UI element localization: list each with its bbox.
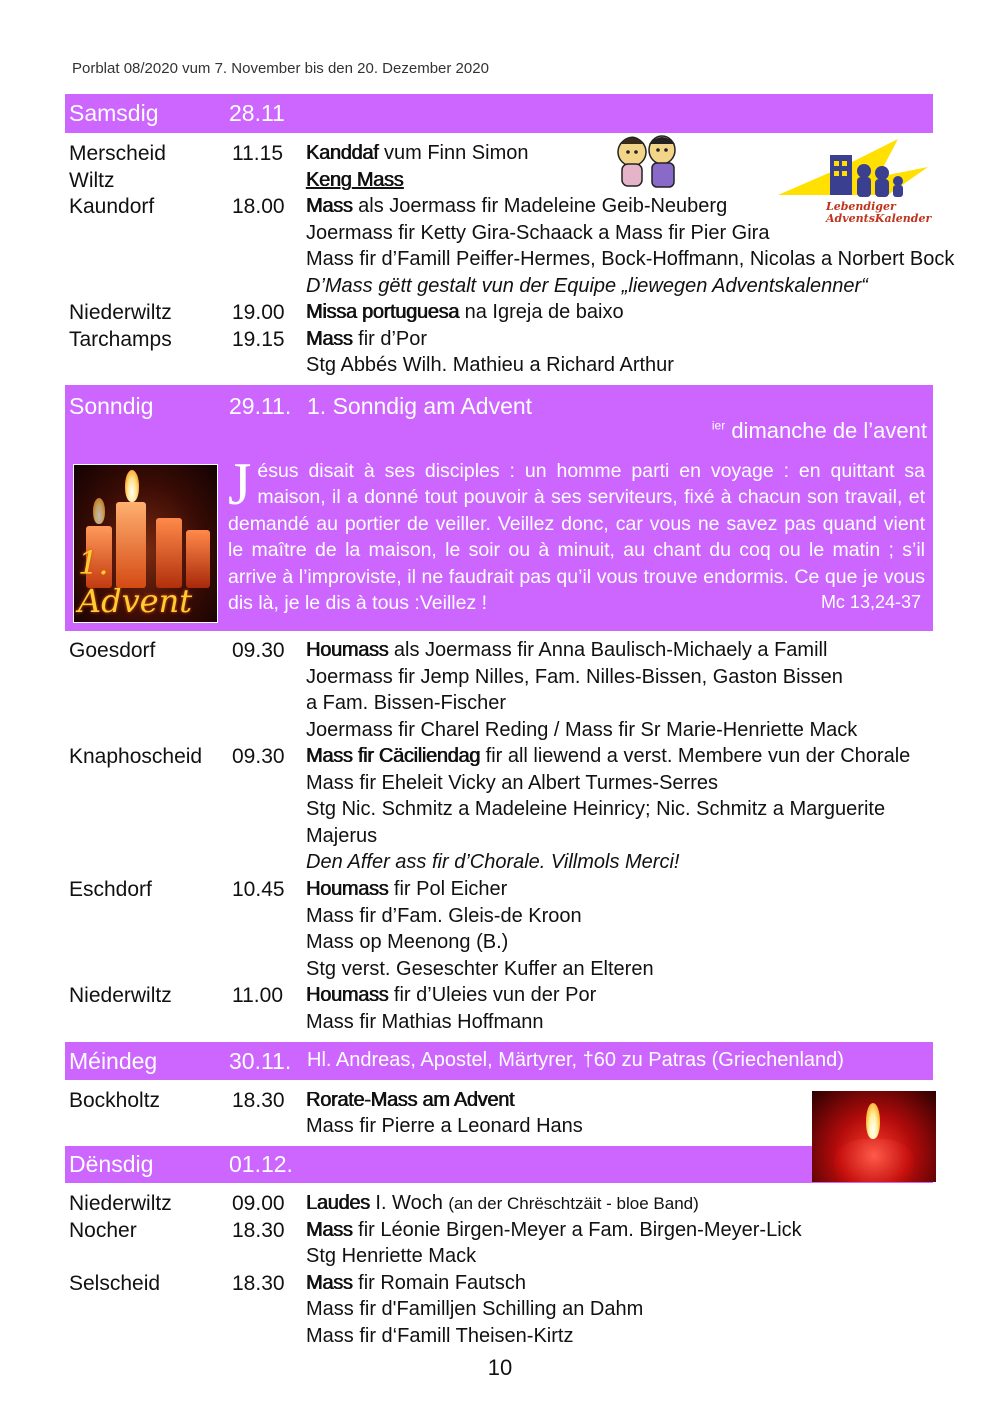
day-date: 29.11. [229,393,292,419]
red-candle-image [812,1091,936,1182]
schedule-row: Joermass fir Jemp Nilles, Fam. Nilles-Bissen, Gaston Bissen [306,666,843,688]
schedule-row: Wiltz Keng Mass [69,169,404,192]
schedule-row: Mass fir d'Familljen Schilling an Dahm [306,1298,644,1320]
schedule-row: Mass fir d’Famill Peiffer-Hermes, Bock-Hoffmann, Nicolas a Norbert Bock [306,248,955,270]
day-title: 1. Sonndig am Advent [307,393,533,419]
day-bar-tuesday: Dënsdig 01.12. [65,1146,933,1183]
logo-text: Lebendiger AdventsKalender [826,200,932,225]
schedule-row: Selscheid 18.30 Mass fir Romain Fautsch [69,1272,526,1295]
schedule-row: Eschdorf 10.45 Houmass fir Pol Eicher [69,878,508,901]
drop-cap: J [228,451,252,517]
schedule-row: Stg Nic. Schmitz a Madeleine Heinricy; Nic. Schmitz a Marguerite [306,798,886,820]
day-name: Samsdig [69,100,159,126]
advent-calendar-logo [778,137,930,229]
schedule-row: Mass fir d‘Famill Theisen-Kirtz [306,1325,574,1347]
schedule-row: a Fam. Bissen-Fischer [306,692,507,714]
schedule-row: Joermass fir Ketty Gira-Schaack a Mass fir Pier Gira [306,222,770,244]
advent-candles-image [73,464,218,623]
page-number: 10 [487,1355,513,1380]
schedule-row: Majerus [306,825,378,847]
schedule-row: Niederwiltz 19.00 Missa portuguesa na Igreja de baixo [69,301,624,324]
schedule-row: Goesdorf 09.30 Houmass als Joermass fir Anna Baulisch-Michaely a Famill [69,639,828,662]
page-header: Porblat 08/2020 vum 7. November bis den 20. Dezember 2020 [72,60,489,77]
advent-image-label: 1. Advent [78,544,193,620]
schedule-row: Niederwiltz 09.00 Laudes I. Woch (an der Chrëschtzäit - bloe Band) [69,1192,699,1215]
gospel-text: Jésus disait à ses disciples : un homme parti en voyage : en quittant sa maison, il a donné tout pouvoir à ses serviteurs, fixé à chacun son travail, et demandé au portier de veiller. Veillez donc, car vous ne savez pas quand vient le maître de la maison, le soir ou à minuit, au chant du coq ou le matin ; s’il arrive à l’improviste, il ne faudrait pas qu’il vous trouve endormis. Ce que je vous dis là, je le dis à tous :Veillez ! [228,451,925,615]
schedule-row: Mass fir d’Fam. Gleis-de Kroon [306,905,582,927]
schedule-row: Mass fir Mathias Hoffmann [306,1011,544,1033]
day-name: Sonndig [69,393,154,419]
gospel-reference: Mc 13,24-37 [820,592,921,612]
schedule-row: Stg verst. Geseschter Kuffer an Elteren [306,958,654,980]
day-bar-saturday [65,94,933,133]
schedule-row: Joermass fir Charel Reding / Mass fir Sr Marie-Henriette Mack [306,719,858,741]
schedule-row: Kaundorf 18.00 Mass als Joermass fir Madeleine Geib-Neuberg [69,195,728,218]
schedule-row: Mass fir Pierre a Leonard Hans [306,1115,583,1137]
schedule-row: Mass op Meenong (B.) [306,931,509,953]
schedule-row: Knaphoscheid 09.30 Mass fir Cäciliendag fir all liewend a verst. Membere vun der Chorale [69,745,911,768]
schedule-row: Tarchamps 19.15 Mass fir d’Por [69,328,428,351]
children-icon [612,130,684,190]
schedule-row: Nocher 18.30 Mass fir Léonie Birgen-Meyer a Fam. Birgen-Meyer-Lick [69,1219,802,1242]
day-bar-monday: Méindeg 30.11. Hl. Andreas, Apostel, Märtyrer, †60 zu Patras (Griechenland) [65,1042,933,1080]
schedule-row: Mass fir Eheleit Vicky an Albert Turmes-Serres [306,772,718,794]
schedule-row: Stg Abbés Wilh. Mathieu a Richard Arthur [306,354,674,376]
schedule-row: Merscheid 11.15 Kanddaf vum Finn Simon [69,142,529,165]
schedule-note: Den Affer ass fir d’Chorale. Villmols Merci! [306,851,680,873]
schedule-row: Niederwiltz 11.00 Houmass fir d’Uleies vun der Por [69,984,597,1007]
day-date: 28.11 [229,100,285,126]
schedule-row: Bockholtz 18.30 Rorate-Mass am Advent [69,1089,515,1112]
schedule-row: Stg Henriette Mack [306,1245,477,1267]
french-title: $^{ier}$ dimanche de l’avent [711,418,927,443]
sunday-gospel-box [65,385,933,631]
schedule-note: D’Mass gëtt gestalt vun der Equipe „liewegen Adventskalenner“ [306,275,868,297]
